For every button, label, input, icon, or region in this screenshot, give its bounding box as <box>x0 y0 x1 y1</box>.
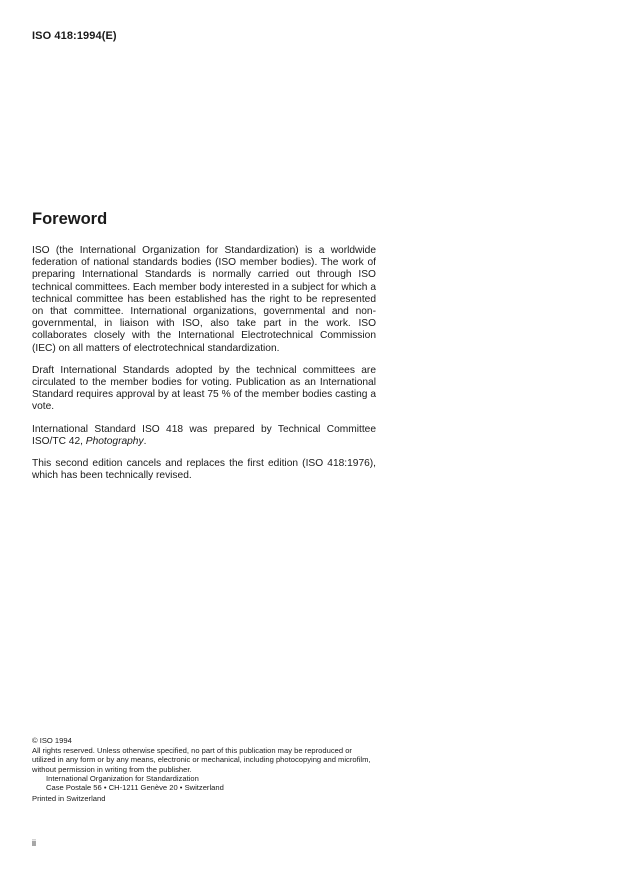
committee-name: Photography <box>85 435 144 447</box>
paragraph-voting: Draft International Standards adopted by the technical committees are circulated to the member bodies for voting. Publication as an International Standard requires approval by at least 75 % of the member bodies casting a vote. <box>32 364 376 413</box>
prepared-by-suffix: . <box>143 435 147 447</box>
paragraph-iso-intro: ISO (the International Organization for Standardization) is a worldwide federation of national standards bodies (ISO member bodies). The work of preparing International Standards is normally carried out through ISO technical committees. Each member body interested in a subject for which a technical committee has been established has the right to be represented on that committee. International organizations, governmental and non-governmental, in liaison with ISO, also take part in the work. ISO collaborates closely with the International Electrotechnical Commission (IEC) on all matters of electrotechnical standardization. <box>32 245 376 354</box>
document-id-header: ISO 418:1994(E) <box>32 30 117 42</box>
foreword-body <box>32 245 376 492</box>
copyright-footer <box>32 736 376 803</box>
paragraph-prepared-by <box>32 424 376 448</box>
prepared-by-text: International Standard ISO 418 was prepared by Technical Committee ISO/TC 42, <box>32 423 376 447</box>
copyright-line: © ISO 1994 <box>32 736 72 745</box>
paragraph-edition-note: This second edition cancels and replaces the first edition (ISO 418:1976), which has been technically revised. <box>32 458 376 482</box>
printed-in: Printed in Switzerland <box>32 794 106 804</box>
rights-statement: All rights reserved. Unless otherwise specified, no part of this publication may be reproduced or utilized in any form or by any means, electronic or mechanical, including photocopying and microfilm, without permission in writing from the publisher. <box>32 746 371 774</box>
organization-address: Case Postale 56 • CH-1211 Genève 20 • Switzerland <box>46 783 224 793</box>
organization-name: International Organization for Standardization <box>46 773 199 783</box>
page-number: ii <box>32 838 36 848</box>
section-title: Foreword <box>32 210 108 228</box>
